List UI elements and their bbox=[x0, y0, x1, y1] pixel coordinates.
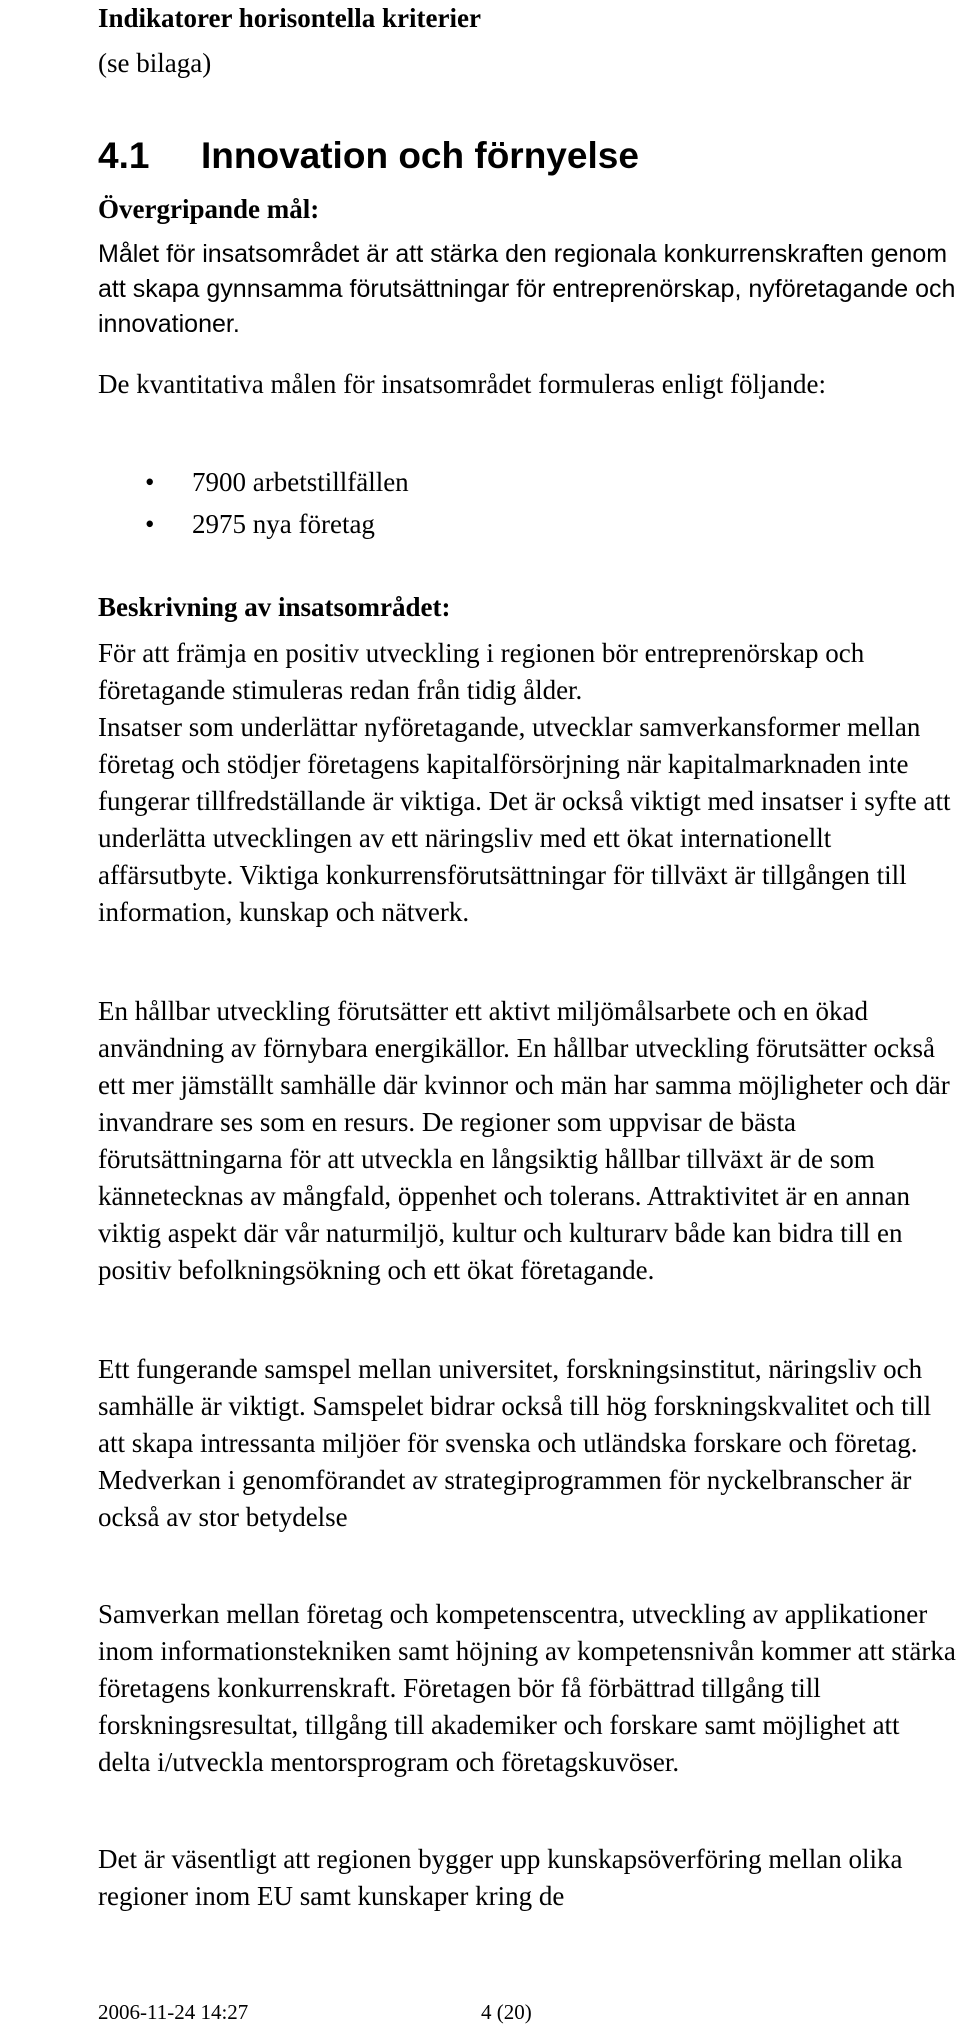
indicators-heading: Indikatorer horisontella kriterier bbox=[98, 3, 481, 33]
list-item bbox=[98, 461, 958, 503]
section-title: Innovation och förnyelse bbox=[201, 135, 639, 176]
paragraph: Insatser som underlättar nyföretagande, utvecklar samverkansformer mellan företag och stödjer företagens kapitalförsörjning när kapitalmarknaden inte fungerar tillfredställande är viktiga. Det är också viktigt med insatser i syfte att underlätta utvecklingen av ett näringsliv med ett ökat internationellt affärsutbyte. Viktiga konkurrensförutsättningar för tillväxt är tillgången till information, kunskap och nätverk. bbox=[98, 712, 951, 927]
footer-datetime: 2006-11-24 14:27 bbox=[98, 2000, 249, 2024]
page-footer bbox=[98, 1999, 532, 2025]
quantitative-goals-list bbox=[98, 461, 958, 545]
footer-page-number: 4 (20) bbox=[481, 2000, 532, 2024]
overall-goal-heading: Övergripande mål: bbox=[98, 194, 320, 224]
appendix-reference: (se bilaga) bbox=[98, 48, 212, 78]
paragraph: Ett fungerande samspel mellan universitet, forskningsinstitut, näringsliv och samhälle är viktigt. Samspelet bidrar också till hög forskningskvalitet och till att skapa intressanta miljöer för svenska och utländska forskare och företag. Medverkan i genomförandet av strategiprogrammen för nyckelbranscher är också av stor betydelse bbox=[98, 1354, 932, 1532]
quantitative-goals-intro: De kvantitativa målen för insatsområdet formuleras enligt följande: bbox=[98, 369, 827, 399]
list-item-text: 7900 arbetstillfällen bbox=[192, 467, 409, 497]
description-heading: Beskrivning av insatsområdet: bbox=[98, 592, 451, 622]
bullet-icon: • bbox=[145, 467, 155, 497]
list-item bbox=[98, 503, 958, 545]
paragraph: Samverkan mellan företag och kompetenscentra, utveckling av applikationer inom informationstekniken samt höjning av kompetensnivån kommer att stärka företagens konkurrenskraft. Företagen bör få förbättrad tillgång till forskningsresultat, tillgång till akademiker och forskare samt möjlighet att delta i/utveckla mentorsprogram och företagskuvöser. bbox=[98, 1599, 956, 1777]
overall-goal-text: Målet för insatsområdet är att stärka den regionala konkurrenskraften genom att skapa gynnsamma förutsättningar för entreprenörskap, nyföretagande och innovationer. bbox=[98, 240, 956, 338]
section-number: 4.1 bbox=[98, 135, 150, 176]
paragraph: En hållbar utveckling förutsätter ett aktivt miljömålsarbete och en ökad användning av förnybara energikällor. En hållbar utveckling förutsätter också ett mer jämställt samhälle där kvinnor och män har samma möjligheter och där invandrare ses som en resurs. De regioner som uppvisar de bästa förutsättningarna för att utveckla en långsiktig hållbar tillväxt är de som kännetecknas av mångfald, öppenhet och tolerans. Attraktivitet är en annan viktig aspekt där vår naturmiljö, kultur och kulturarv både kan bidra till en positiv befolkningsökning och ett ökat företagande. bbox=[98, 996, 950, 1285]
paragraph: Det är väsentligt att regionen bygger upp kunskapsöverföring mellan olika regioner inom EU samt kunskaper kring de bbox=[98, 1844, 903, 1911]
section-heading bbox=[98, 135, 958, 177]
list-item-text: 2975 nya företag bbox=[192, 509, 375, 539]
bullet-icon: • bbox=[145, 509, 155, 539]
paragraph: För att främja en positiv utveckling i regionen bör entreprenörskap och företagande stimuleras redan från tidig ålder. bbox=[98, 638, 865, 705]
